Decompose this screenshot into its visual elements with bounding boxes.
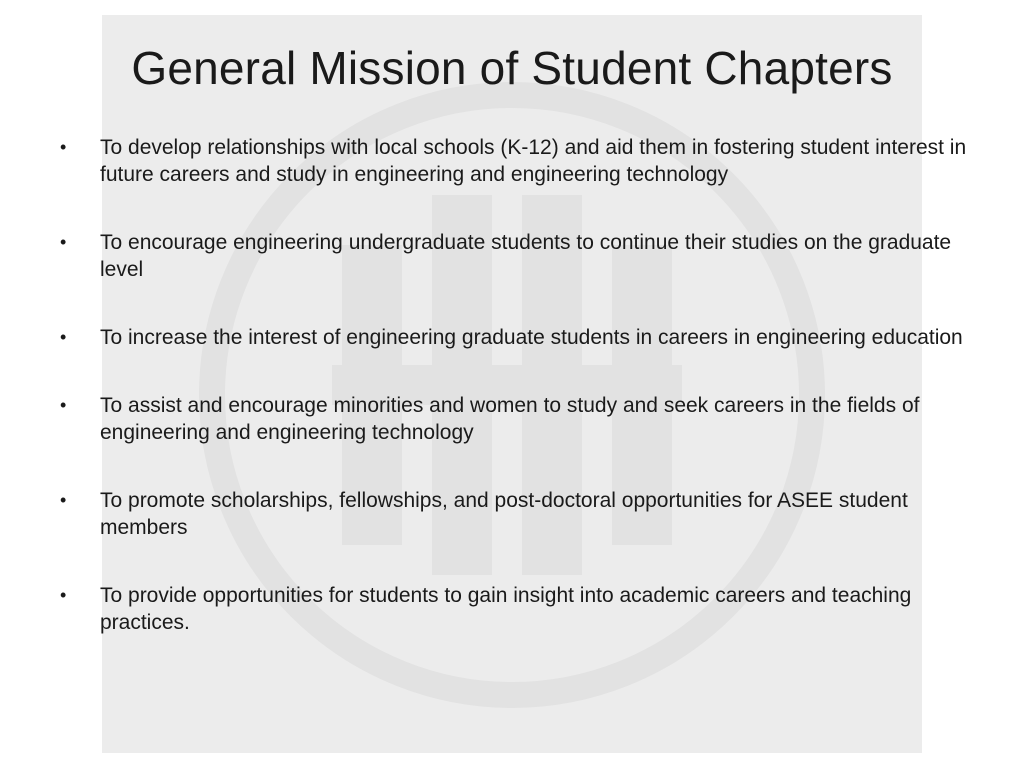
bullet-text: To develop relationships with local schools (K-12) and aid them in fostering student interest in future careers and study in engineering and engineering technology: [100, 136, 967, 186]
bullet-list: [56, 134, 976, 677]
bullet-icon: •: [60, 232, 67, 252]
bullet-text: To assist and encourage minorities and women to study and seek careers in the fields of engineering and engineering technology: [100, 394, 920, 444]
bullet-text: To promote scholarships, fellowships, and post-doctoral opportunities for ASEE student members: [100, 489, 908, 539]
bullet-text: To increase the interest of engineering graduate students in careers in engineering education: [100, 326, 963, 349]
bullet-text: To provide opportunities for students to gain insight into academic careers and teaching practices.: [100, 584, 912, 634]
list-item: [56, 392, 976, 446]
list-item: [56, 324, 976, 351]
list-item: [56, 229, 976, 283]
list-item: [56, 487, 976, 541]
bullet-icon: •: [60, 327, 67, 347]
page-title: General Mission of Student Chapters: [131, 42, 893, 94]
bullet-icon: •: [60, 490, 67, 510]
list-item: [56, 582, 976, 636]
bullet-icon: •: [60, 137, 67, 157]
bullet-icon: •: [60, 395, 67, 415]
bullet-icon: •: [60, 585, 67, 605]
bullet-text: To encourage engineering undergraduate students to continue their studies on the graduate level: [100, 231, 952, 281]
list-item: [56, 134, 976, 188]
